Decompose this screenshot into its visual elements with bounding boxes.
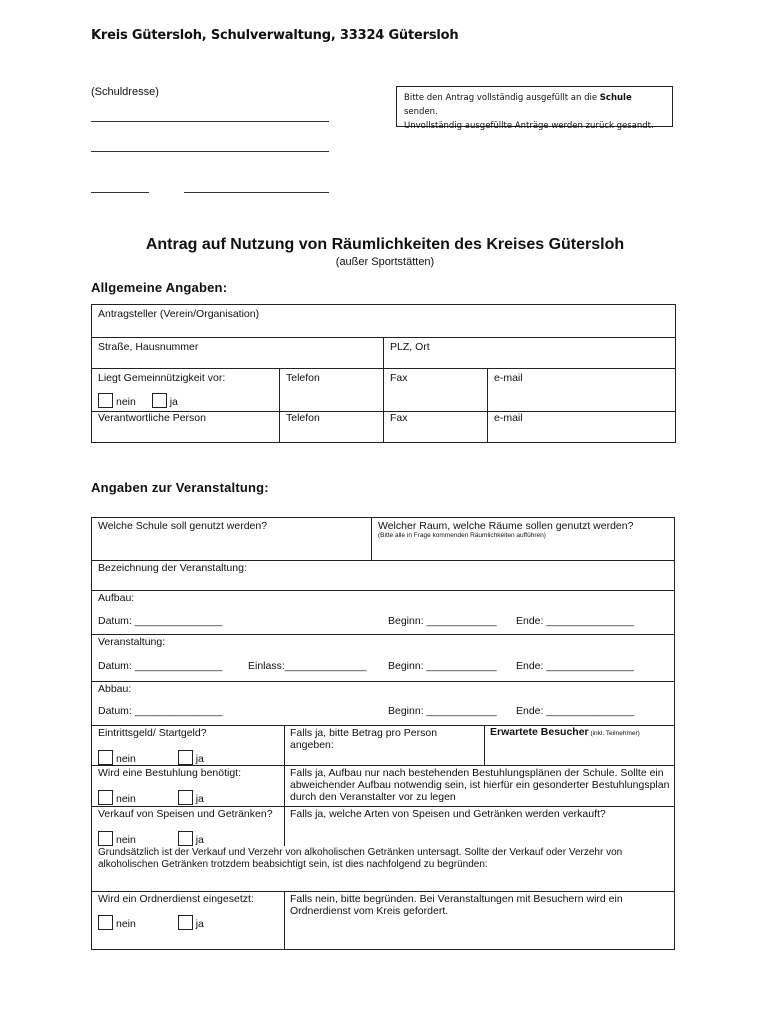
amount-field[interactable]: Falls ja, bitte Betrag pro Person angeben:: [290, 727, 438, 751]
admission-field[interactable]: Einlass:______________: [248, 660, 367, 672]
steward-no-checkbox[interactable]: [98, 915, 113, 930]
expected-visitors-field[interactable]: Erwartete Besucher (inkl. Teilnehmer): [490, 726, 640, 738]
teardown-label: Abbau:: [98, 683, 132, 695]
zip-city-field[interactable]: PLZ, Ort: [384, 338, 676, 369]
responsible-email-field[interactable]: e-mail: [488, 412, 676, 443]
setup-start-field[interactable]: Beginn: ____________: [388, 615, 497, 627]
notice-line-1: Bitte den Antrag vollständig ausgefüllt an die Schule senden.: [404, 93, 632, 117]
event-end-field[interactable]: Ende: _______________: [516, 660, 634, 672]
teardown-end-field[interactable]: Ende: _______________: [516, 705, 634, 717]
nonprofit-no-checkbox[interactable]: [98, 393, 113, 408]
entry-fee-yes-checkbox[interactable]: [178, 750, 193, 765]
event-label: Veranstaltung:: [98, 636, 166, 648]
teardown-date-field[interactable]: Datum: _______________: [98, 705, 223, 717]
applicant-field[interactable]: Antragsteller (Verein/Organisation): [92, 305, 676, 338]
food-yes-checkbox[interactable]: [178, 831, 193, 846]
address-line-2[interactable]: [91, 151, 329, 152]
steward-label: Wird ein Ordnerdienst eingesetzt:: [98, 893, 254, 905]
event-heading: Angaben zur Veranstaltung:: [91, 480, 269, 495]
general-table: [91, 304, 676, 443]
entry-fee-no-checkbox[interactable]: [98, 750, 113, 765]
page-subtitle: (außer Sportstätten): [335, 256, 435, 268]
food-label: Verkauf von Speisen und Getränken?: [98, 808, 273, 820]
school-field-cell[interactable]: Welche Schule soll genutzt werden?: [92, 518, 372, 560]
steward-field[interactable]: Falls nein, bitte begründen. Bei Veranstaltungen mit Besuchern wird ein Ordnerdienst vom Kreis gefordert.: [290, 893, 623, 917]
entry-fee-label: Eintrittsgeld/ Startgeld?: [98, 727, 207, 739]
page-title: Antrag auf Nutzung von Räumlichkeiten des Kreises Gütersloh: [145, 236, 625, 253]
room-field-cell[interactable]: Welcher Raum, welche Räume sollen genutzt werden? (Bitte alle in Frage kommenden Räumlichkeiten aufführen): [372, 518, 674, 560]
seating-hint: Falls ja, Aufbau nur nach bestehenden Bestuhlungsplänen der Schule. Sollte ein abweichender Aufbau notwendig sein, ist hierfür ein gesonderter Bestuhlungsplan durch den Veranstalter vor zu legen: [290, 767, 670, 803]
event-start-field[interactable]: Beginn: ____________: [388, 660, 497, 672]
fax-field[interactable]: Fax: [384, 369, 488, 412]
seating-yes-checkbox[interactable]: [178, 790, 193, 805]
event-name-field[interactable]: Bezeichnung der Veranstaltung:: [98, 562, 247, 574]
alcohol-field[interactable]: Grundsätzlich ist der Verkauf und Verzehr von alkoholischen Getränken untersagt. Sollte der Verkauf oder Verzehr von alkoholischen Getränken trotzdem beabsichtigt sein, ist dies nachfolgend zu begründen:: [98, 847, 623, 870]
setup-end-field[interactable]: Ende: _______________: [516, 615, 634, 627]
notice-line-2: Unvollständig ausgefüllte Anträge werden zurück gesandt.: [404, 121, 654, 131]
street-field[interactable]: Straße, Hausnummer: [92, 338, 384, 369]
nonprofit-yes-checkbox[interactable]: [152, 393, 167, 408]
food-field[interactable]: Falls ja, welche Arten von Speisen und Getränken werden verkauft?: [290, 808, 606, 820]
event-date-field[interactable]: Datum: _______________: [98, 660, 223, 672]
steward-yes-checkbox[interactable]: [178, 915, 193, 930]
responsible-field[interactable]: Verantwortliche Person: [92, 412, 280, 443]
nonprofit-field: Liegt Gemeinnützigkeit vor: nein ja: [92, 369, 280, 412]
address-zip-line[interactable]: [91, 192, 149, 193]
food-no-checkbox[interactable]: [98, 831, 113, 846]
notice-box: [396, 86, 673, 131]
general-heading: Allgemeine Angaben:: [91, 280, 228, 295]
sender-line: Kreis Gütersloh, Schulverwaltung, 33324 Gütersloh: [91, 28, 459, 43]
responsible-fax-field[interactable]: Fax: [384, 412, 488, 443]
phone-field[interactable]: Telefon: [280, 369, 384, 412]
email-field[interactable]: e-mail: [488, 369, 676, 412]
seating-no-checkbox[interactable]: [98, 790, 113, 805]
address-city-line[interactable]: [184, 192, 329, 193]
address-line-1[interactable]: [91, 121, 329, 122]
school-address-label: (Schuldresse): [91, 86, 159, 98]
teardown-start-field[interactable]: Beginn: ____________: [388, 705, 497, 717]
event-grid: Welche Schule soll genutzt werden? Welcher Raum, welche Räume sollen genutzt werden? (Bitte alle in Frage kommenden Räumlichkeiten aufführen) Bezeichnung der Veranstaltung: Aufbau: Datum: _______________ Beginn: ____________ Ende: _______________ Veranstaltung: Datum: _______________ Einlass:______________ Beginn: ____________ Ende: _______________ Abbau: Datum: _______________ Beginn: ____________ Ende: _______________ Eintrittsgeld/ Startgeld? nein ja Falls ja, bitte Betrag pro Person angeben: Erwartete Besucher (inkl. Teilnehmer) Wird eine Bestuhlung benötigt: nein ja Falls ja, Aufbau nur nach bestehenden Bestuhlungsplänen der Schule. Sollte ein abweichender Aufbau notwendig sein, ist hierfür ein gesonderter Bestuhlungsplan durch den Veranstalter vor zu legen Verkauf von Speisen und Getränken? nein ja Falls ja, welche Arten von Speisen und Getränken werden verkauft? Grundsätzlich ist der Verkauf und Verzehr von alkoholischen Getränken untersagt. Sollte der Verkauf oder Verzehr von alkoholischen Getränken trotzdem beabsichtigt sein, ist dies nachfolgend zu begründen: Wird ein Ordnerdienst eingesetzt: nein ja Falls nein, bitte begründen. Bei Veranstaltungen mit Besuchern wird ein Ordnerdienst vom Kreis gefordert.: [91, 517, 675, 950]
setup-date-field[interactable]: Datum: _______________: [98, 615, 223, 627]
seating-label: Wird eine Bestuhlung benötigt:: [98, 767, 242, 779]
setup-label: Aufbau:: [98, 592, 135, 604]
responsible-phone-field[interactable]: Telefon: [280, 412, 384, 443]
